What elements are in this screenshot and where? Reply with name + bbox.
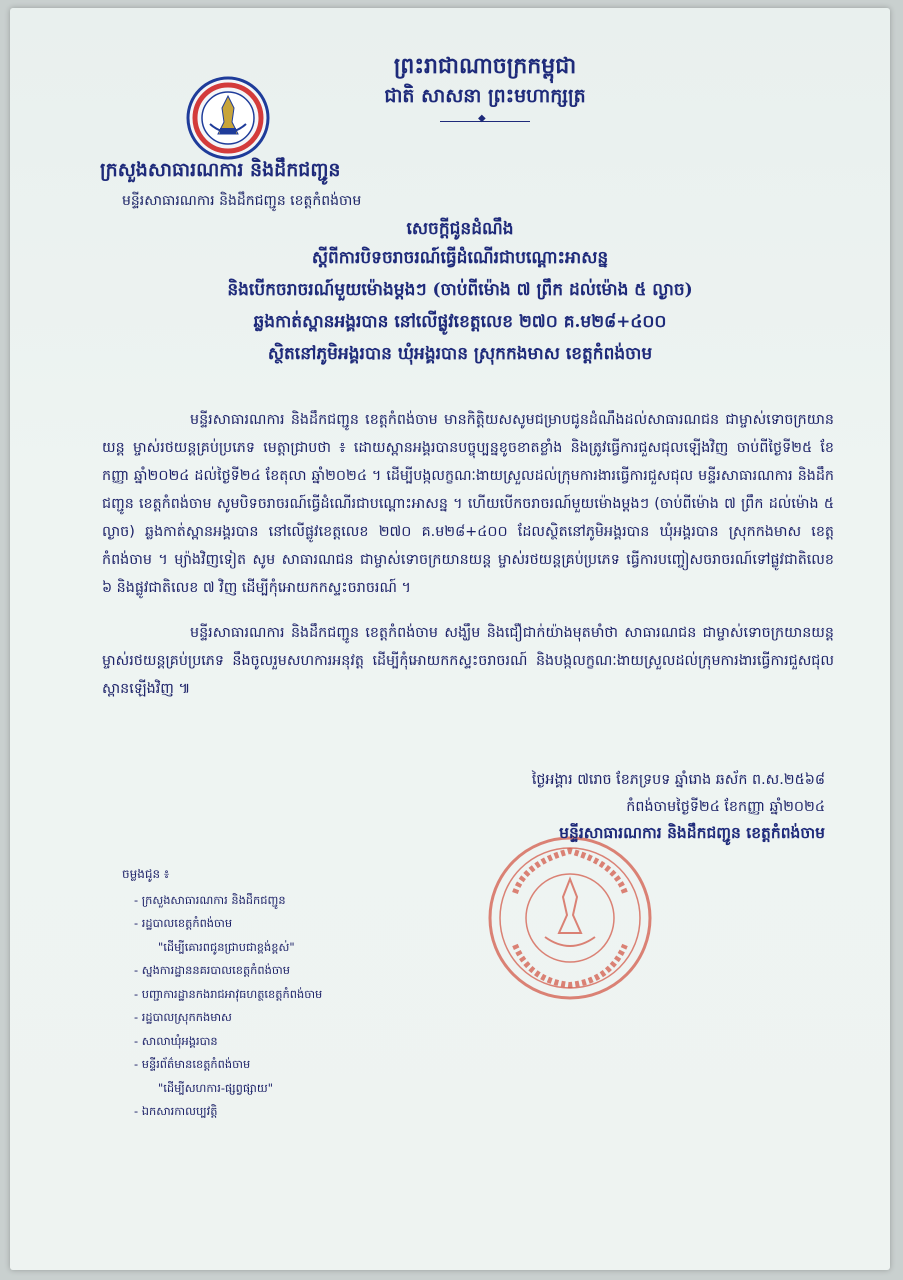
- notice-subject-line: ឆ្លងកាត់ស្ពានអង្គរបាន នៅលើផ្លូវខេត្តលេខ ២៧០ គ.ម២៨+៤០០: [253, 312, 667, 332]
- solar-date: កំពង់ចាមថ្ងៃទី២៤ ខែកញ្ញា ឆ្នាំ២០២៤: [626, 799, 825, 815]
- official-seal-icon: [485, 833, 655, 1003]
- copy-to-list: [122, 863, 322, 1124]
- date-block: [450, 767, 825, 821]
- notice-title-block: [110, 216, 810, 370]
- notice-heading: សេចក្តីជូនដំណឹង: [406, 219, 514, 239]
- national-motto: ជាតិ សាសនា ព្រះមហាក្សត្រ: [384, 85, 586, 107]
- ministry-logo-icon: [186, 76, 270, 160]
- copy-to-heading: ចម្លងជូន ៖: [122, 867, 170, 881]
- copy-to-item: - ក្រសួងសាធារណការ និងដឹកជញ្ជូន: [134, 892, 286, 907]
- notice-body: [102, 406, 834, 703]
- notice-subject-line: និងបើកចរាចរណ៍មួយម៉ោងម្តងៗ (ចាប់ពីម៉ោង ៧ ព្រឹក ដល់ម៉ោង ៥ ល្ងាច): [227, 280, 693, 300]
- document-page: [10, 8, 890, 1270]
- notice-subject-line: ស្តីពីការបិទចរាចរណ៍ធ្វើដំណើរជាបណ្តោះអាសន្ន: [311, 248, 609, 268]
- notice-subject-line: ស្ថិតនៅភូមិអង្គរបាន ឃុំអង្គរបាន ស្រុកកងមាស ខេត្តកំពង់ចាម: [267, 344, 653, 364]
- copy-to-note: "ដើម្បីគោរពជូនជ្រាបជាខ្ពង់ខ្ពស់": [158, 939, 295, 954]
- copy-to-item: - សាលាឃុំអង្គរបាន: [134, 1033, 218, 1048]
- copy-to-item: - ឯកសារកាលប្បវត្តិ: [134, 1104, 218, 1118]
- lunar-date: ថ្ងៃអង្គារ ៧រោច ខែភទ្របទ ឆ្នាំរោង ឆស័ក ព.ស.២៥៦៨: [531, 772, 825, 788]
- copy-to-item: - ស្នងការដ្ឋាននគរបាលខេត្តកំពង់ចាម: [134, 963, 290, 977]
- body-paragraph: មន្ទីរសាធារណការ និងដឹកជញ្ជូន ខេត្តកំពង់ចាម មានកិត្តិយសសូមជម្រាបជូនដំណឹងដល់សាធារណជន ជាម្ចាស់ទោចក្រយានយន្ត ម្ចាស់រថយន្តគ្រប់ប្រភេទ មេត្តាជ្រាបថា ៖ ដោយស្ពានអង្គរបានបច្ចុប្បន្នខូចខាតខ្លាំង និងត្រូវធ្វើការជួសជុលឡើងវិញ ចាប់ពីថ្ងៃទី២៥ ខែកញ្ញា ឆ្នាំ២០២៤ ដល់ថ្ងៃទី២៤ ខែតុលា ឆ្នាំ២០២៤ ។ ដើម្បីបង្កលក្ខណៈងាយស្រួលដល់ក្រុមការងារធ្វើការជួសជុល មន្ទីរសាធារណការ និងដឹកជញ្ជូន ខេត្តកំពង់ចាម សូមបិទចរាចរណ៍ធ្វើដំណើរជាបណ្តោះអាសន្ន ។ ហើយបើកចរាចរណ៍មួយម៉ោងម្តងៗ (ចាប់ពីម៉ោង ៧ ព្រឹក ដល់ម៉ោង ៥ ល្ងាច) ឆ្លងកាត់ស្ពានអង្គរបាន នៅលើផ្លូវខេត្តលេខ ២៧០ គ.ម២៨+៤០០ ដែលស្ថិតនៅភូមិអង្គរបាន ឃុំអង្គរបាន ស្រុកកងមាស ខេត្តកំពង់ចាម ។ ម្យ៉ាងវិញទៀត សូម សាធារណជន ជាម្ចាស់ទោចក្រយានយន្ត ម្ចាស់រថយន្តគ្រប់ប្រភេទ ធ្វើការបញ្ចៀសចរាចរណ៍ទៅផ្លូវជាតិលេខ ៦ និងផ្លូវជាតិលេខ ៧ វិញ ដើម្បីកុំអោយកកស្ទះចរាចរណ៍ ។: [102, 412, 834, 596]
- copy-to-item: - មន្ទីរព័ត៌មានខេត្តកំពង់ចាម: [134, 1057, 251, 1071]
- signatory-office: មន្ទីរសាធារណការ និងដឹកជញ្ជូន ខេត្តកំពង់ចាម: [559, 823, 825, 842]
- department-name: មន្ទីរសាធារណការ និងដឹកជញ្ជូន ខេត្តកំពង់ចាម: [122, 193, 362, 209]
- copy-to-item: - បញ្ជាការដ្ឋានកងរាជអាវុធហត្ថខេត្តកំពង់ចាម: [134, 986, 323, 1001]
- copy-to-note: "ដើម្បីសហការ-ផ្សព្វផ្សាយ": [158, 1080, 273, 1095]
- copy-to-item: - រដ្ឋបាលខេត្តកំពង់ចាម: [134, 916, 233, 930]
- copy-to-item: - រដ្ឋបាលស្រុកកងមាស: [134, 1010, 232, 1024]
- kingdom-header: [320, 50, 650, 123]
- header-divider: [440, 120, 530, 123]
- kingdom-title: ព្រះរាជាណាចក្រកម្ពុជា: [393, 53, 577, 79]
- body-paragraph: មន្ទីរសាធារណការ និងដឹកជញ្ជូន ខេត្តកំពង់ចាម សង្ឃឹម និងជឿជាក់យ៉ាងមុតមាំថា សាធារណជន ជាម្ចាស់ទោចក្រយានយន្ត ម្ចាស់រថយន្តគ្រប់ប្រភេទ នឹងចូលរួមសហការអនុវត្ត ដើម្បីកុំអោយកកស្ទះចរាចរណ៍ និងបង្កលក្ខណៈងាយស្រួលដល់ក្រុមការងារធ្វើការជួសជុលស្ពានឡើងវិញ ៕: [102, 625, 834, 697]
- ministry-name: ក្រសួងសាធារណការ និងដឹកជញ្ជូន: [100, 159, 341, 181]
